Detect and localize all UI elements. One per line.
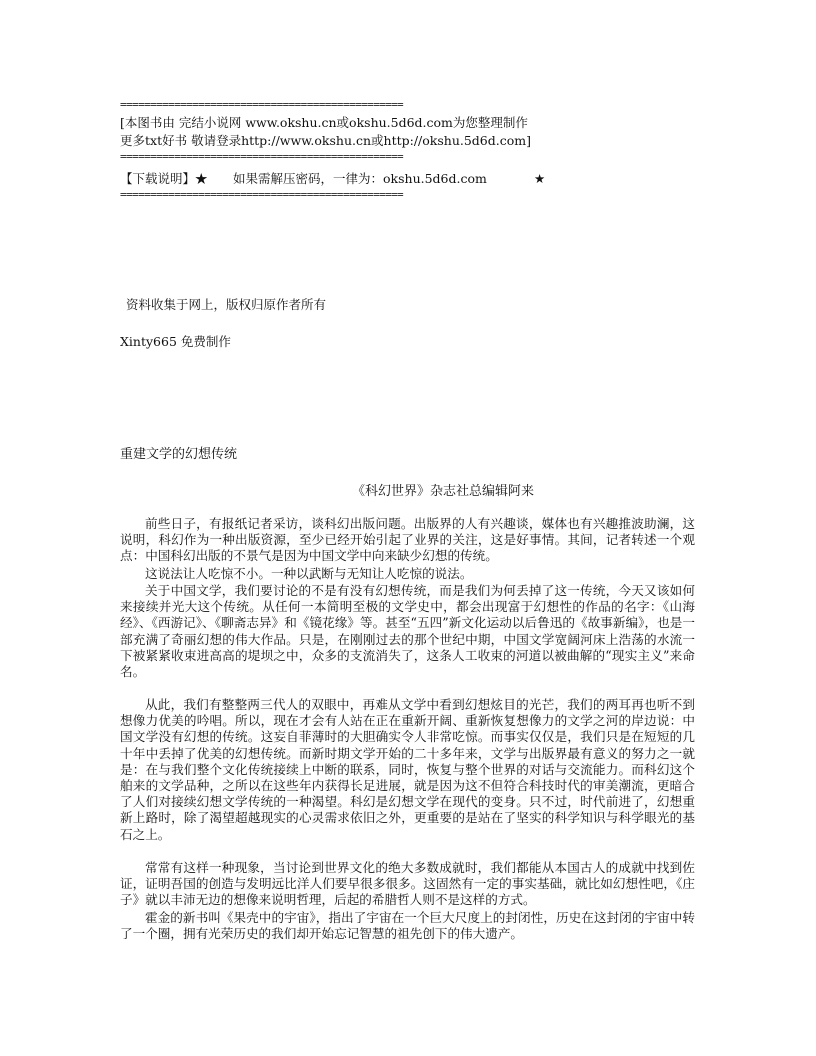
separator-line: =============================================== [120,188,404,201]
article-title: 重建文学的幻想传统 [120,447,238,462]
separator-line: =============================================== [120,150,404,163]
maker-credit: Xinty665 免费制作 [120,334,231,349]
article-paragraph: 从此，我们有整整两三代人的双眼中，再难从文学中看到幻想炫目的光芒，我们的两耳再也听不到想像力优美的吟唱。所以，现在才会有人站在正在重新开阔、重新恢复想像力的文学之河的岸边说：中国文学没有幻想的传统。这妄自菲薄时的大胆确实令人非常吃惊。而事实仅仅是，我们只是在短短的几十年中丢掉了优美的幻想传统。而新时期文学开始的二十多年来，文学与出版界最有意义的努力之一就是：在与我们整个文化传统接续上中断的联系，同时，恢复与整个世界的对话与交流能力。而科幻这个舶来的文学品种，之所以在这些年内获得长足进展，就是因为这不但符合科技时代的审美潮流，更暗合了人们对接续幻想文学传统的一种渴望。科幻是幻想文学在现代的变身。只不过，时代前进了，幻想重新上路时，除了渴望超越现实的心灵需求依旧之外，更重要的是站在了坚实的科学知识与科学眼光的基石之上。 [120,697,695,842]
header-line-2: 更多txt好书 敬请登录http://www.okshu.cn或http://okshu.5d6d.com] [120,133,531,148]
article-paragraph: 前些日子，有报纸记者采访，谈科幻出版问题。出版界的人有兴趣谈，媒体也有兴趣推波助澜，这说明，科幻作为一种出版资源，至少已经开始引起了业界的关注，这是好事情。其间，记者转述一个观点：中国科幻出版的不景气是因为中国文学中向来缺少幻想的传统。 [120,516,695,564]
article-paragraph: 这说法让人吃惊不小。一种以武断与无知让人吃惊的说法。 [145,566,473,581]
article-paragraph: 关于中国文学，我们要讨论的不是有没有幻想传统，而是我们为何丢掉了这一传统，今天又该如何来接续并光大这个传统。从任何一本简明至极的文学史中，都会出现富于幻想性的作品的名字：《山海经》、《西游记》、《聊斋志异》和《镜花缘》等。甚至“五四”新文化运动以后鲁迅的《故事新编》，也是一部充满了奇丽幻想的伟大作品。只是，在刚刚过去的那个世纪中期，中国文学宽阔河床上浩荡的水流一下被紧紧收束进高高的堤坝之中，众多的支流消失了，这条人工收束的河道以被曲解的“现实主义”来命名。 [120,583,695,680]
separator-line: =============================================== [120,98,404,111]
article-paragraph: 霍金的新书叫《果壳中的宇宙》，指出了宇宙在一个巨大尺度上的封闭性，历史在这封闭的宇宙中转了一个圈，拥有光荣历史的我们却开始忘记智慧的祖先创下的伟大遗产。 [120,910,695,942]
download-star: ★ [534,171,546,186]
header-line-1: [本图书由 完结小说网 www.okshu.cn或okshu.5d6d.com为您整理制作 [120,115,528,130]
article-paragraph: 常常有这样一种现象，当讨论到世界文化的绝大多数成就时，我们都能从本国古人的成就中找到佐证，证明吾国的创造与发明远比洋人们要早很多很多。这固然有一定的事实基础，就比如幻想性吧，《庄子》就以丰沛无边的想像来说明哲理，后起的希腊哲人则不是这样的方式。 [120,860,695,908]
copyright-notice: 资料收集于网上，版权归原作者所有 [126,297,327,312]
download-label: 【下载说明】★ [120,171,208,186]
article-byline: 《科幻世界》杂志社总编辑阿来 [352,484,535,499]
download-note: 如果需解压密码，一律为：okshu.5d6d.com [233,171,487,186]
